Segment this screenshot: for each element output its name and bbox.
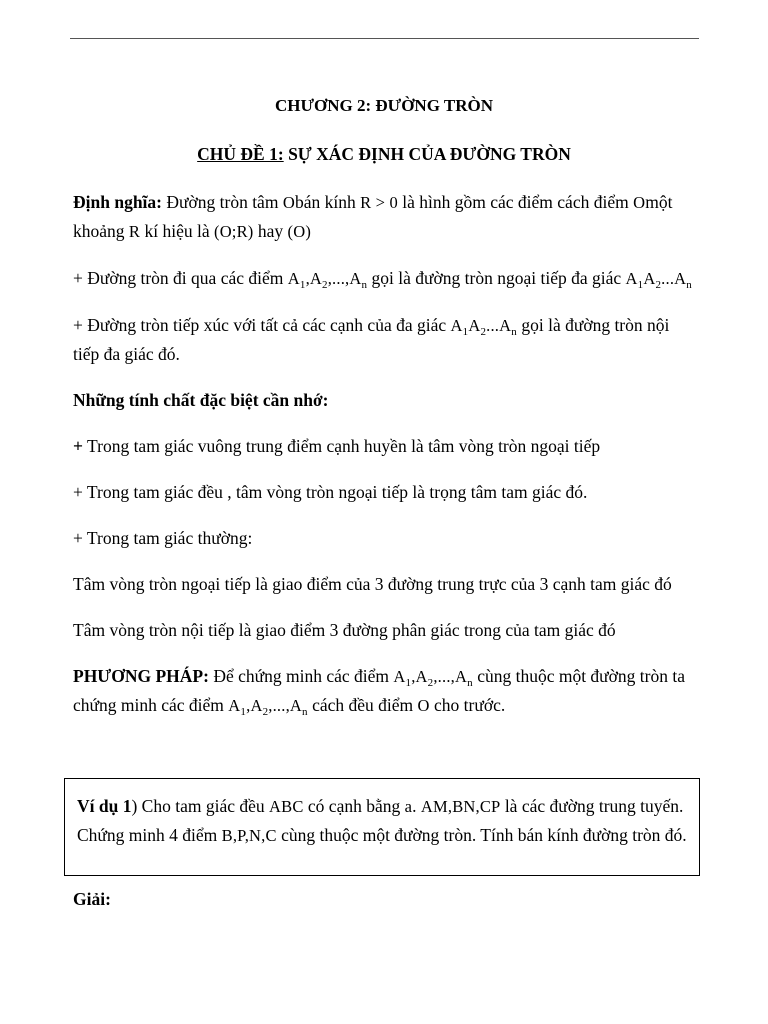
definition-text-1: Đường tròn tâm — [166, 192, 279, 212]
inscribed-paragraph — [73, 311, 695, 368]
property-item-3: + Trong tam giác thường: — [73, 528, 253, 548]
math-a: a — [404, 797, 413, 816]
math-O-2: O — [633, 193, 646, 212]
chapter-title: CHƯƠNG 2: ĐƯỜNG TRÒN — [274, 96, 493, 115]
definition-text-2: bán kính — [294, 192, 356, 212]
math-R: R — [128, 222, 141, 241]
property-item-5: Tâm vòng tròn nội tiếp là giao điểm 3 đường phân giác trong của tam giác đó — [73, 620, 616, 640]
example-label: Ví dụ 1 — [77, 796, 132, 816]
definition-text-5: kí hiệu là — [144, 221, 210, 241]
topic-name: SỰ XÁC ĐỊNH CỦA ĐƯỜNG TRÒN — [288, 144, 571, 164]
definition-text-4: một khoảng — [73, 192, 673, 241]
math-medians: AM,BN,CP — [420, 797, 501, 816]
circumscribed-text-2: gọi là đường tròn ngoại tiếp đa giác — [371, 268, 622, 288]
method-label: PHƯƠNG PHÁP: — [73, 666, 209, 686]
math-points-BPNC: B,P,N,C — [221, 826, 277, 845]
math-point-list-3: $A_1,A_2,...,A_n$ — [228, 696, 308, 718]
inscribed-text-1: + Đường tròn tiếp xúc với tất cả các cạnh của đa giác — [73, 315, 447, 335]
math-point-list-2: $A_1,A_2,...,A_n$ — [393, 667, 473, 689]
property-item-1: + Trong tam giác vuông trung điểm cạnh huyền là tâm vòng tròn ngoại tiếp — [73, 436, 601, 456]
circumscribed-paragraph — [73, 264, 695, 293]
math-O-R: (O;R) — [214, 222, 254, 241]
example-box: Ví dụ 1) Cho tam giác đều ABC có cạnh bằng a. AM,BN,CP là các đường trung tuyến. Chứng minh 4 điểm B,P,N,C cùng thuộc một đường tròn. Tính bán kính đường tròn đó. — [64, 778, 700, 876]
property-item-2: + Trong tam giác đều , tâm vòng tròn ngoại tiếp là trọng tâm tam giác đó. — [73, 482, 588, 502]
math-ABC: ABC — [269, 797, 304, 816]
definition-text-3: là hình gồm các điểm cách điểm — [402, 192, 629, 212]
math-O-method: O — [417, 696, 430, 715]
definition-text-6: hay — [257, 221, 284, 241]
math-polygon: $A_1A_2...A_n$ — [625, 269, 692, 291]
solution-label: Giải: — [73, 889, 111, 909]
property-item-4: Tâm vòng tròn ngoại tiếp là giao điểm của 3 đường trung trực của 3 cạnh tam giác đó — [73, 574, 672, 594]
header-rule — [70, 38, 699, 39]
definition-paragraph — [73, 188, 695, 246]
properties-heading: Những tính chất đặc biệt cần nhớ: — [73, 390, 329, 410]
math-O: O — [282, 193, 295, 212]
math-R-positive: R > 0 — [360, 193, 398, 212]
math-polygon-2: $A_1A_2...A_n$ — [450, 316, 517, 338]
circumscribed-text-1: + Đường tròn đi qua các điểm — [73, 268, 284, 288]
math-point-list: $A_1,A_2,...,A_n$ — [287, 269, 368, 291]
method-paragraph: PHƯƠNG PHÁP: Để chứng minh các điểm $A_1,A_2,...,A_n$ cùng thuộc một đường tròn ta chứng minh các điểm $A_1,A_2,...,A_n$ cách đều điểm O cho trước. — [73, 666, 685, 718]
definition-label: Định nghĩa: — [73, 192, 162, 212]
math-O-paren: (O) — [287, 222, 312, 241]
inscribed-text-2: gọi là đường tròn nội tiếp đa giác đó. — [73, 315, 670, 364]
topic-label: CHỦ ĐỀ 1: — [197, 144, 284, 164]
topic-title — [73, 140, 695, 168]
document-body — [73, 92, 695, 720]
